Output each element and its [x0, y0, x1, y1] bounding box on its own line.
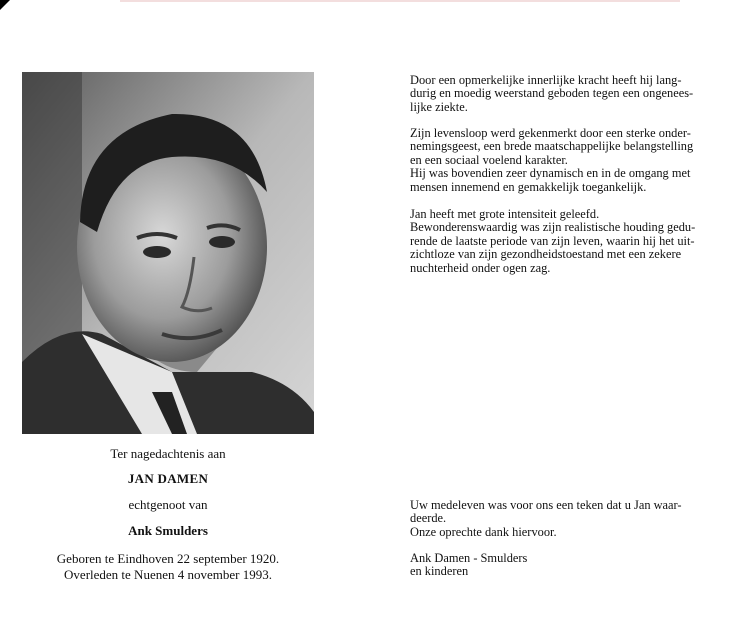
text-line: Zijn levensloop werd gekenmerkt door een sterke onder- [410, 126, 691, 140]
text-line: lijke ziekte. [410, 99, 468, 114]
paragraph-intensity [410, 208, 720, 275]
text-line: Door een opmerkelijke innerlijke kracht heeft hij lang- [410, 73, 682, 87]
paragraph-strength [410, 74, 720, 114]
text-line: Uw medeleven was voor ons een teken dat u Jan waar- [410, 498, 682, 512]
text-line: durig en moedig weerstand geboden tegen een ongenees- [410, 86, 694, 101]
text-line: zichtloze van zijn gezondheidstoestand met een zekere [410, 247, 682, 262]
text-line: Ank Damen - Smulders [410, 551, 528, 565]
text-line: Hij was bovendien zeer dynamisch en in de omgang met [410, 166, 691, 181]
text-line: Onze oprechte dank hiervoor. [410, 524, 557, 539]
text-line: mensen innemend en gemakkelijk toegankelijk. [410, 179, 647, 194]
deceased-name: JAN DAMEN [127, 471, 209, 486]
portrait-photo [22, 72, 314, 434]
text-line: nemingsgeest, een brede maatschappelijke belangstelling [410, 139, 694, 154]
text-line: nuchterheid onder ogen zag. [410, 260, 551, 275]
text-line: Bewonderenswaardig was zijn realistische houding gedu- [410, 220, 696, 235]
signature [410, 552, 720, 579]
birth-line: Geboren te Eindhoven 22 september 1920. [56, 551, 280, 566]
corner-mark [0, 0, 10, 10]
spouse-name: Ank Smulders [128, 523, 208, 538]
top-edge [120, 0, 680, 2]
death-line: Overleden te Nuenen 4 november 1993. [64, 567, 272, 582]
text-line: en een sociaal voelend karakter. [410, 152, 568, 167]
text-line: en kinderen [410, 564, 469, 579]
intro-text: Ter nagedachtenis aan [110, 446, 226, 461]
text-line: deerde. [410, 511, 447, 526]
text-line: Jan heeft met grote intensiteit geleefd. [410, 207, 600, 221]
life-dates [22, 551, 314, 583]
relation-text: echtgenoot van [128, 497, 208, 512]
text-line: rende de laatste periode van zijn leven, waarin hij het uit- [410, 233, 695, 248]
portrait-image [22, 72, 314, 434]
paragraph-life [410, 127, 720, 194]
paragraph-thanks [410, 499, 720, 539]
